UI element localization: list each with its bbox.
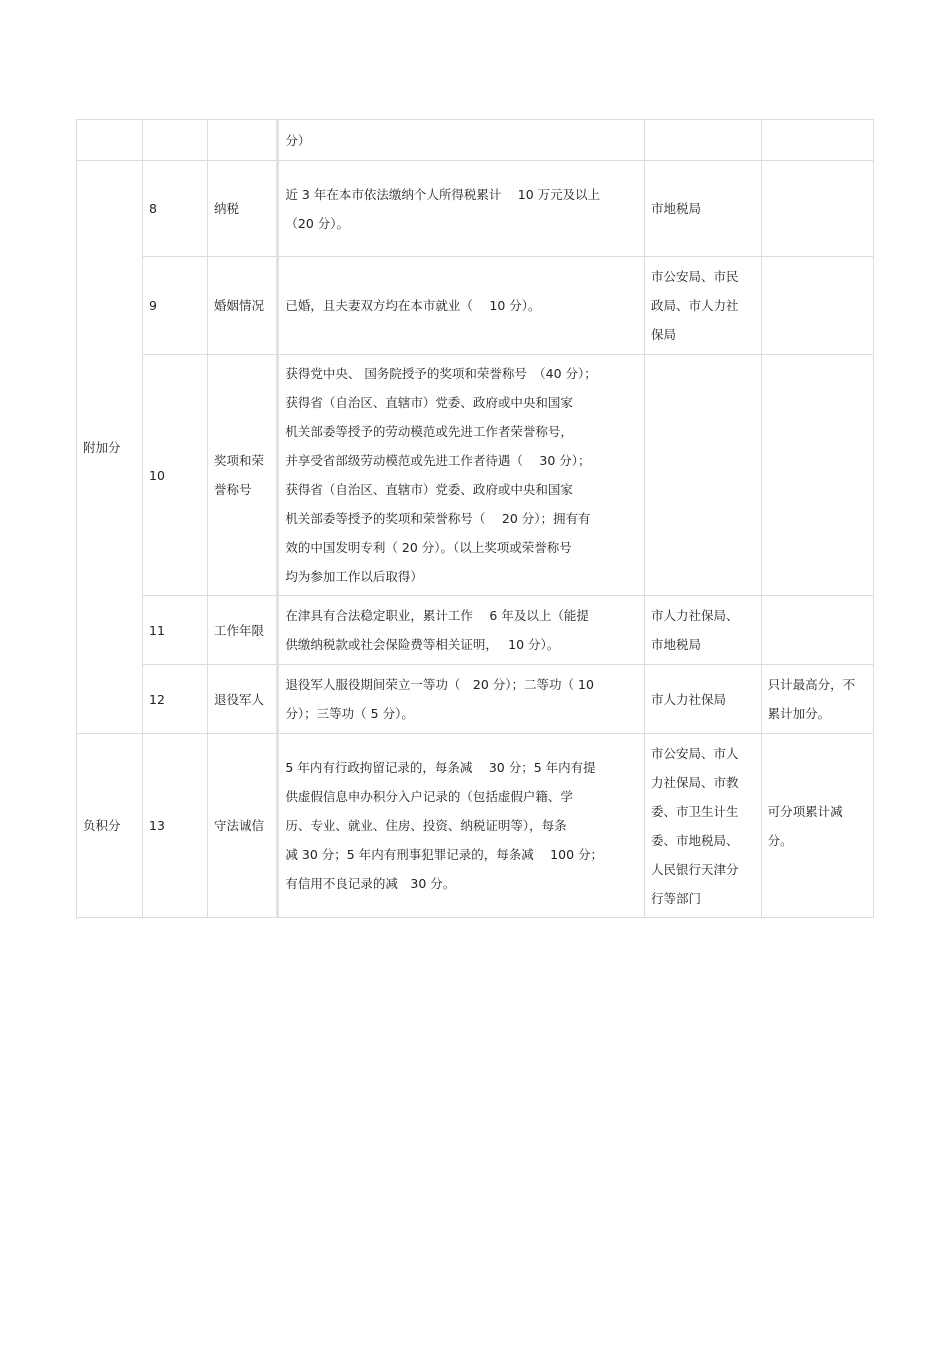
table-row	[77, 120, 874, 161]
table-row	[77, 665, 874, 734]
number-cell: 8	[143, 161, 208, 257]
condition-cell: 分）	[278, 120, 645, 161]
table-row	[77, 161, 874, 257]
department-cell	[644, 355, 761, 596]
condition-cell: 5 年内有行政拘留记录的，每条减 30 分；5 年内有提 供虚假信息申办积分入户记录的（包括虚假户籍、学 历、专业、就业、住房、投资、纳税证明等），每条 减 30 分；5 年内有刑事犯罪记录的，每条减 100 分； 有信用不良记录的减 30 分。	[278, 734, 645, 918]
condition-cell: 在津具有合法稳定职业，累计工作 6 年及以上（能提 供缴纳税款或社会保险费等相关证明， 10 分）。	[278, 596, 645, 665]
department-cell: 市公安局、市人 力社保局、市教 委、市卫生计生 委、市地税局、 人民银行天津分 行等部门	[644, 734, 761, 918]
item-cell: 退役军人	[207, 665, 277, 734]
number-cell: 9	[143, 257, 208, 355]
note-cell: 可分项累计减 分。	[761, 734, 873, 918]
table-row	[77, 257, 874, 355]
table-row	[77, 355, 874, 596]
department-cell: 市公安局、市民 政局、市人力社 保局	[644, 257, 761, 355]
department-cell: 市人力社保局	[644, 665, 761, 734]
item-cell: 纳税	[207, 161, 277, 257]
department-cell	[644, 120, 761, 161]
category-cell	[77, 120, 143, 161]
number-cell: 11	[143, 596, 208, 665]
table-row	[77, 734, 874, 918]
item-cell: 婚姻情况	[207, 257, 277, 355]
number-cell	[143, 120, 208, 161]
item-cell: 工作年限	[207, 596, 277, 665]
table-row	[77, 596, 874, 665]
number-cell: 10	[143, 355, 208, 596]
number-cell: 13	[143, 734, 208, 918]
points-table	[76, 119, 874, 918]
department-cell: 市人力社保局、 市地税局	[644, 596, 761, 665]
note-cell	[761, 257, 873, 355]
item-cell: 守法诚信	[207, 734, 277, 918]
note-cell	[761, 355, 873, 596]
condition-cell: 退役军人服役期间荣立一等功（ 20 分）；二等功（ 10 分）；三等功（ 5 分）。	[278, 665, 645, 734]
department-cell: 市地税局	[644, 161, 761, 257]
number-cell: 12	[143, 665, 208, 734]
condition-cell: 已婚，且夫妻双方均在本市就业（ 10 分）。	[278, 257, 645, 355]
note-cell	[761, 120, 873, 161]
condition-cell: 获得党中央、 国务院授予的奖项和荣誉称号 （40 分）； 获得省（自治区、直辖市）党委、政府或中央和国家 机关部委等授予的劳动模范或先进工作者荣誉称号， 并享受省部级劳动模范或先进工作者待遇（ 30 分）； 获得省（自治区、直辖市）党委、政府或中央和国家 机关部委等授予的奖项和荣誉称号（ 20 分）；拥有有 效的中国发明专利（ 20 分）。（以上奖项或荣誉称号 均为参加工作以后取得）	[278, 355, 645, 596]
note-cell	[761, 596, 873, 665]
condition-cell: 近 3 年在本市依法缴纳个人所得税累计 10 万元及以上 （20 分）。	[278, 161, 645, 257]
item-cell: 奖项和荣 誉称号	[207, 355, 277, 596]
category-cell-bonus: 附加分	[77, 161, 143, 734]
category-cell-penalty: 负积分	[77, 734, 143, 918]
item-cell	[207, 120, 277, 161]
note-cell: 只计最高分，不 累计加分。	[761, 665, 873, 734]
note-cell	[761, 161, 873, 257]
